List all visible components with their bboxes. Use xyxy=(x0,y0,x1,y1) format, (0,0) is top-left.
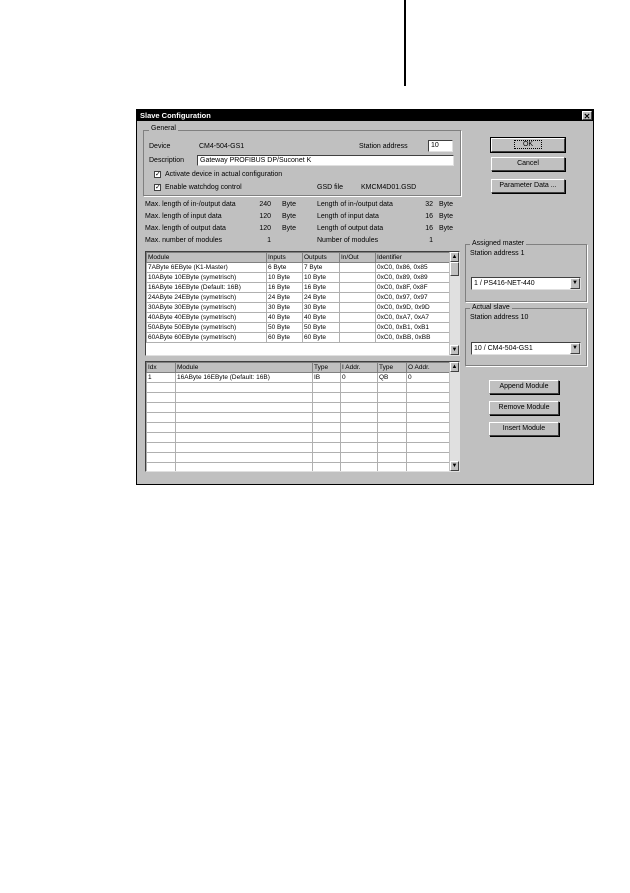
module-cell: 60AByte 60EByte (symetrisch) xyxy=(147,333,267,343)
general-group-title: General xyxy=(151,125,176,132)
length-unit-left: Byte xyxy=(282,213,297,220)
length-value-right: 16 xyxy=(425,213,433,220)
length-value-left: 120 xyxy=(259,225,271,232)
length-label-left: Max. length of output data xyxy=(145,225,226,232)
insert-module-button[interactable]: Insert Module xyxy=(489,422,559,436)
module-row[interactable] xyxy=(147,273,452,283)
description-label: Description xyxy=(149,157,185,164)
config-row[interactable] xyxy=(147,403,452,413)
station-address-input[interactable]: 10 xyxy=(428,140,453,152)
length-unit-left: Byte xyxy=(282,225,297,232)
config-cell xyxy=(341,453,378,463)
module-cell: 0xC0, 0xB1, 0xB1 xyxy=(376,323,452,333)
config-cell xyxy=(176,453,313,463)
config-cell xyxy=(313,403,341,413)
chevron-down-icon[interactable]: ▼ xyxy=(570,278,580,289)
module-cell xyxy=(340,273,376,283)
dialog-title: Slave Configuration xyxy=(140,111,211,120)
config-cell xyxy=(407,453,452,463)
module-column-header[interactable]: Identifier xyxy=(376,253,452,263)
module-row[interactable] xyxy=(147,263,452,273)
config-cell xyxy=(176,443,313,453)
module-cell: 24AByte 24EByte (symetrisch) xyxy=(147,293,267,303)
module-list-scrollbar[interactable] xyxy=(449,252,459,355)
config-cell xyxy=(147,383,176,393)
config-cell xyxy=(378,433,407,443)
config-cell xyxy=(341,393,378,403)
config-cell xyxy=(313,433,341,443)
actual-slave-title: Actual slave xyxy=(472,304,510,311)
config-cell xyxy=(407,463,452,473)
length-unit-left: Byte xyxy=(282,201,297,208)
module-row[interactable] xyxy=(147,303,452,313)
config-cell: 0 xyxy=(341,373,378,383)
config-cell xyxy=(341,443,378,453)
config-row[interactable] xyxy=(147,413,452,423)
module-cell: 30 Byte xyxy=(303,303,340,313)
module-cell xyxy=(340,283,376,293)
module-cell: 50 Byte xyxy=(267,323,303,333)
config-cell xyxy=(176,383,313,393)
config-cell xyxy=(313,463,341,473)
config-cell xyxy=(341,423,378,433)
module-cell: 24 Byte xyxy=(303,293,340,303)
config-cell: QB xyxy=(378,373,407,383)
module-row[interactable] xyxy=(147,333,452,343)
module-cell: 60 Byte xyxy=(303,333,340,343)
config-row[interactable] xyxy=(147,393,452,403)
actual-slave-select[interactable] xyxy=(471,342,581,355)
config-cell xyxy=(341,433,378,443)
gsd-file-value: KMCM4D01.GSD xyxy=(361,184,417,191)
scroll-thumb[interactable] xyxy=(450,262,459,276)
module-cell: 7 Byte xyxy=(303,263,340,273)
config-cell xyxy=(378,453,407,463)
activate-device-label: Activate device in actual configuration xyxy=(165,171,283,178)
actual-slave-value: 10 / CM4-504-GS1 xyxy=(474,345,533,352)
length-label-left: Max. length of input data xyxy=(145,213,222,220)
module-cell: 16 Byte xyxy=(267,283,303,293)
length-label-right: Length of in-/output data xyxy=(317,201,393,208)
scroll-down-icon[interactable]: ▼ xyxy=(451,463,458,469)
module-cell xyxy=(340,293,376,303)
config-cell xyxy=(407,413,452,423)
configured-modules-table xyxy=(146,362,452,472)
module-cell xyxy=(340,323,376,333)
config-column-header[interactable]: Type xyxy=(313,363,341,373)
configured-list-scrollbar[interactable] xyxy=(449,362,459,471)
config-cell xyxy=(176,463,313,473)
config-row[interactable] xyxy=(147,373,452,383)
config-cell xyxy=(176,413,313,423)
module-row[interactable] xyxy=(147,313,452,323)
length-label-left: Max. length of in-/output data xyxy=(145,201,236,208)
module-cell: 0xC0, 0xBB, 0xBB xyxy=(376,333,452,343)
config-cell: 0 xyxy=(407,373,452,383)
module-cell: 0xC0, 0x89, 0x89 xyxy=(376,273,452,283)
slave-configuration-dialog xyxy=(136,109,594,485)
length-value-left: 240 xyxy=(259,201,271,208)
config-row[interactable] xyxy=(147,383,452,393)
module-cell: 50 Byte xyxy=(303,323,340,333)
config-cell xyxy=(313,383,341,393)
config-cell xyxy=(378,383,407,393)
config-cell: 16AByte 16EByte (Default: 16B) xyxy=(176,373,313,383)
config-cell xyxy=(313,443,341,453)
page-divider-line xyxy=(404,0,406,86)
module-list[interactable] xyxy=(145,251,460,356)
length-label-right: Number of modules xyxy=(317,237,379,244)
config-cell xyxy=(147,423,176,433)
length-value-right: 1 xyxy=(429,237,433,244)
module-row[interactable] xyxy=(147,283,452,293)
scroll-up-icon[interactable]: ▲ xyxy=(451,254,458,260)
config-cell xyxy=(407,403,452,413)
config-cell xyxy=(378,443,407,453)
device-label: Device xyxy=(149,143,171,150)
ok-button-label: OK xyxy=(514,140,542,149)
module-cell: 6 Byte xyxy=(267,263,303,273)
module-cell: 0xC0, 0x97, 0x97 xyxy=(376,293,452,303)
module-column-header[interactable]: Outputs xyxy=(303,253,340,263)
assigned-master-title: Assigned master xyxy=(472,240,525,247)
config-cell xyxy=(147,393,176,403)
length-value-right: 16 xyxy=(425,225,433,232)
config-cell xyxy=(378,423,407,433)
module-column-header[interactable]: Inputs xyxy=(267,253,303,263)
chevron-down-icon[interactable]: ▼ xyxy=(570,343,580,354)
module-cell: 10AByte 10EByte (symetrisch) xyxy=(147,273,267,283)
config-cell: IB xyxy=(313,373,341,383)
module-cell: 10 Byte xyxy=(303,273,340,283)
watchdog-checkbox[interactable]: ✓ xyxy=(155,184,161,191)
assigned-master-station: Station address 1 xyxy=(470,250,525,257)
cancel-button[interactable]: Cancel xyxy=(491,157,565,171)
config-column-header[interactable]: Idx xyxy=(147,363,176,373)
config-cell xyxy=(147,433,176,443)
config-cell xyxy=(147,463,176,473)
append-module-button[interactable]: Append Module xyxy=(489,380,559,394)
config-row[interactable] xyxy=(147,423,452,433)
config-cell xyxy=(378,393,407,403)
length-label-right: Length of output data xyxy=(317,225,384,232)
config-cell xyxy=(341,463,378,473)
config-cell xyxy=(378,413,407,423)
config-cell xyxy=(176,433,313,443)
module-column-header[interactable]: Module xyxy=(147,253,267,263)
device-value: CM4-504-GS1 xyxy=(199,143,245,150)
module-cell: 40 Byte xyxy=(303,313,340,323)
gsd-file-label: GSD file xyxy=(317,184,344,191)
length-unit-right: Byte xyxy=(439,201,454,208)
module-column-header[interactable]: In/Out xyxy=(340,253,376,263)
module-cell xyxy=(340,263,376,273)
module-cell xyxy=(340,313,376,323)
config-cell xyxy=(407,423,452,433)
module-row[interactable] xyxy=(147,323,452,333)
actual-slave-station: Station address 10 xyxy=(470,314,529,321)
config-cell xyxy=(407,443,452,453)
module-cell: 0xC0, 0x9D, 0x9D xyxy=(376,303,452,313)
module-cell: 7AByte 6EByte (K1-Master) xyxy=(147,263,267,273)
config-cell xyxy=(378,463,407,473)
config-cell xyxy=(147,453,176,463)
config-row[interactable] xyxy=(147,463,452,473)
module-cell: 30AByte 30EByte (symetrisch) xyxy=(147,303,267,313)
module-cell: 40 Byte xyxy=(267,313,303,323)
parameter-data-button[interactable]: Parameter Data ... xyxy=(491,179,565,193)
config-column-header[interactable]: Type xyxy=(378,363,407,373)
length-value-left: 1 xyxy=(267,237,271,244)
config-cell xyxy=(313,423,341,433)
module-cell: 40AByte 40EByte (symetrisch) xyxy=(147,313,267,323)
config-cell xyxy=(176,403,313,413)
module-cell xyxy=(340,303,376,313)
activate-device-checkbox[interactable]: ✓ xyxy=(155,171,161,178)
length-label-left: Max. number of modules xyxy=(145,237,223,244)
station-address-label: Station address xyxy=(359,143,408,150)
config-cell: 1 xyxy=(147,373,176,383)
config-cell xyxy=(313,453,341,463)
module-cell: 50AByte 50EByte (symetrisch) xyxy=(147,323,267,333)
length-unit-right: Byte xyxy=(439,213,454,220)
config-cell xyxy=(147,413,176,423)
scroll-up-icon[interactable]: ▲ xyxy=(451,364,458,370)
config-cell xyxy=(341,383,378,393)
module-table-header xyxy=(147,253,452,263)
remove-module-button[interactable]: Remove Module xyxy=(489,401,559,415)
config-cell xyxy=(341,403,378,413)
scroll-down-icon[interactable]: ▼ xyxy=(451,347,458,353)
watchdog-label: Enable watchdog control xyxy=(165,184,242,191)
configured-modules-list[interactable] xyxy=(145,361,460,472)
config-cell xyxy=(176,423,313,433)
assigned-master-select[interactable] xyxy=(471,277,581,290)
module-cell: 60 Byte xyxy=(267,333,303,343)
config-cell xyxy=(147,403,176,413)
config-column-header[interactable]: I Addr. xyxy=(341,363,378,373)
configured-modules-header xyxy=(147,363,452,373)
config-row[interactable] xyxy=(147,443,452,453)
dialog-titlebar xyxy=(137,110,593,121)
config-row[interactable] xyxy=(147,453,452,463)
module-cell: 24 Byte xyxy=(267,293,303,303)
config-cell xyxy=(313,413,341,423)
assigned-master-value: 1 / PS416-NET-440 xyxy=(474,280,535,287)
config-cell xyxy=(313,393,341,403)
config-cell xyxy=(407,393,452,403)
description-input[interactable]: Gateway PROFIBUS DP/Suconet K xyxy=(197,155,454,166)
module-cell: 16AByte 16EByte (Default: 16B) xyxy=(147,283,267,293)
config-cell xyxy=(378,403,407,413)
ok-button[interactable] xyxy=(491,138,565,152)
module-row[interactable] xyxy=(147,293,452,303)
module-cell xyxy=(340,333,376,343)
module-cell: 10 Byte xyxy=(267,273,303,283)
length-value-left: 120 xyxy=(259,213,271,220)
close-icon[interactable]: ✕ xyxy=(583,112,591,121)
config-cell xyxy=(176,393,313,403)
length-label-right: Length of input data xyxy=(317,213,379,220)
module-cell: 0xC0, 0x86, 0x85 xyxy=(376,263,452,273)
module-cell: 0xC0, 0x8F, 0x8F xyxy=(376,283,452,293)
length-value-right: 32 xyxy=(425,201,433,208)
config-column-header[interactable]: O Addr. xyxy=(407,363,452,373)
config-cell xyxy=(147,443,176,453)
module-cell: 0xC0, 0xA7, 0xA7 xyxy=(376,313,452,323)
module-cell: 16 Byte xyxy=(303,283,340,293)
module-table xyxy=(146,252,452,343)
config-column-header[interactable]: Module xyxy=(176,363,313,373)
config-cell xyxy=(407,383,452,393)
config-row[interactable] xyxy=(147,433,452,443)
length-unit-right: Byte xyxy=(439,225,454,232)
config-cell xyxy=(407,433,452,443)
config-cell xyxy=(341,413,378,423)
module-cell: 30 Byte xyxy=(267,303,303,313)
